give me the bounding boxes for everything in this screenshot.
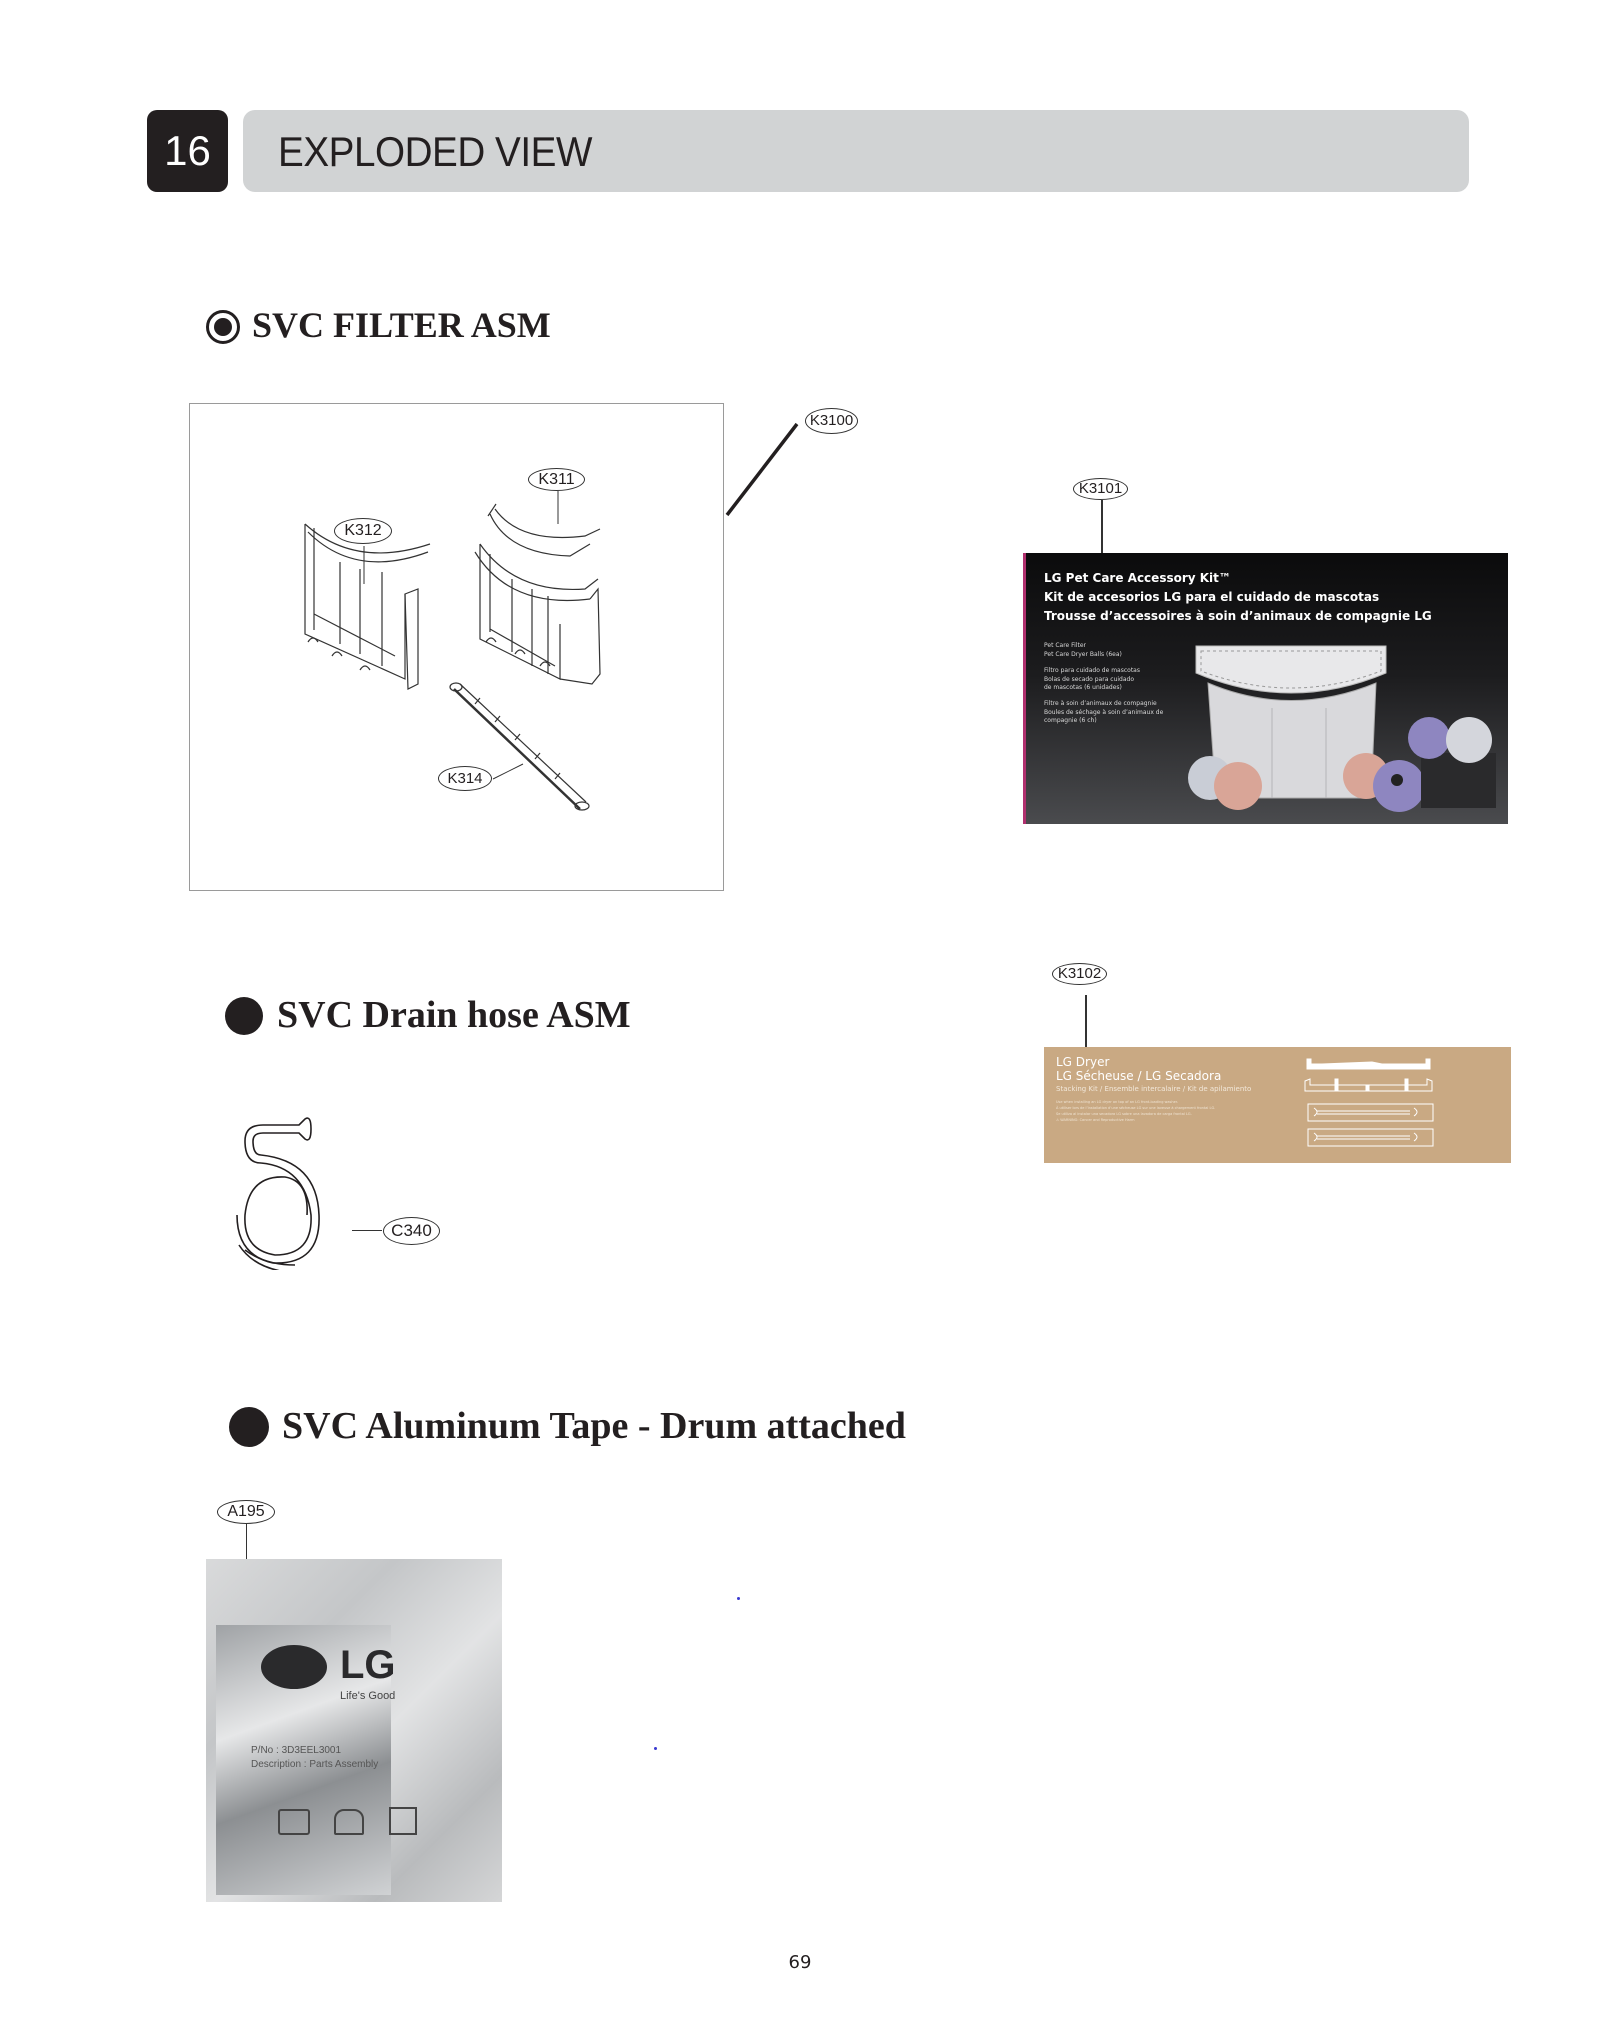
callout-a195: A195 (217, 1500, 275, 1524)
pet-kit-contents-en: Pet Care Filter Pet Care Dryer Balls (6ea) (1044, 642, 1122, 658)
aluminum-tape-package-photo (206, 1559, 502, 1902)
chapter-title: EXPLODED VIEW (278, 128, 592, 175)
section-title-aluminum-tape: SVC Aluminum Tape - Drum attached (282, 1405, 906, 1447)
brand-tagline: Life's Good (340, 1690, 396, 1702)
drain-hose-drawing (235, 1105, 325, 1270)
callout-c340: C340 (383, 1217, 440, 1245)
stacking-kit-fine-print: Use when installing an LG dryer on top of an LG front-loading washer. À utiliser lors de l’installation d’une sécheuse LG sur une laveuse à chargement frontal LG. Se utiliza al instalar una secadora LG sobre una lavadora de carga frontal LG. ⚠ WARNING: Cancer and Reproductive Harm (1056, 1100, 1216, 1122)
filter-parts-drawing (190, 404, 725, 892)
pet-kit-contents-es: Filtro para cuidado de mascotas Bolas de secado para cuidado de mascotas (6 unidades) (1044, 667, 1140, 691)
stray-mark (737, 1597, 740, 1600)
lg-logo-icon (261, 1645, 327, 1689)
callout-k3100: K3100 (805, 408, 858, 434)
radio-bullet-icon (206, 310, 240, 344)
pet-care-kit-image (1023, 553, 1508, 824)
pet-kit-product-illustration (1026, 553, 1508, 824)
page-number: 69 (788, 1952, 812, 1973)
stacking-kit-part-outlines (1302, 1047, 1442, 1163)
bullet-icon (229, 1407, 269, 1447)
package-label: P/No : 3D3EEL3001 Description : Parts Assembly (251, 1745, 379, 1770)
section-title-filter-asm: SVC FILTER ASM (252, 305, 551, 345)
stacking-kit-image (1044, 1047, 1511, 1163)
callout-leader (1101, 500, 1103, 553)
callout-leader (246, 1524, 247, 1559)
filter-exploded-diagram-frame (189, 403, 724, 891)
stray-mark (654, 1747, 657, 1750)
callout-k311: K311 (528, 468, 585, 491)
brand-logo-text: LG (340, 1643, 396, 1687)
assembly-leader-line (720, 410, 810, 520)
pet-kit-contents-fr: Filtre à soin d’animaux de compagnie Boules de séchage à soin d’animaux de compagnie (6 ch) (1044, 700, 1164, 724)
callout-k314: K314 (438, 766, 492, 791)
caution-icon (334, 1809, 364, 1835)
recycle-icon (278, 1809, 310, 1835)
callout-k3102: K3102 (1052, 963, 1107, 985)
section-title-drain-hose: SVC Drain hose ASM (277, 994, 631, 1036)
stacking-kit-headline-2: LG Sécheuse / LG Secadora (1056, 1069, 1222, 1083)
stacking-kit-subtitle: Stacking Kit / Ensemble intercalaire / Kit de apilamiento (1056, 1085, 1252, 1093)
stacking-kit-headline-1: LG Dryer (1056, 1055, 1110, 1069)
callout-k3101: K3101 (1073, 478, 1128, 500)
bullet-icon (225, 997, 263, 1035)
callout-leader (352, 1230, 382, 1231)
callout-k312: K312 (334, 518, 392, 544)
callout-leader (1085, 995, 1087, 1047)
pet-kit-headlines: LG Pet Care Accessory Kit™ Kit de accesorios LG para el cuidado de mascotas Trousse d’accessoires à soin d’animaux de compagnie LG (1044, 571, 1432, 623)
chapter-number: 16 (147, 110, 228, 192)
disposal-icon (389, 1807, 417, 1835)
